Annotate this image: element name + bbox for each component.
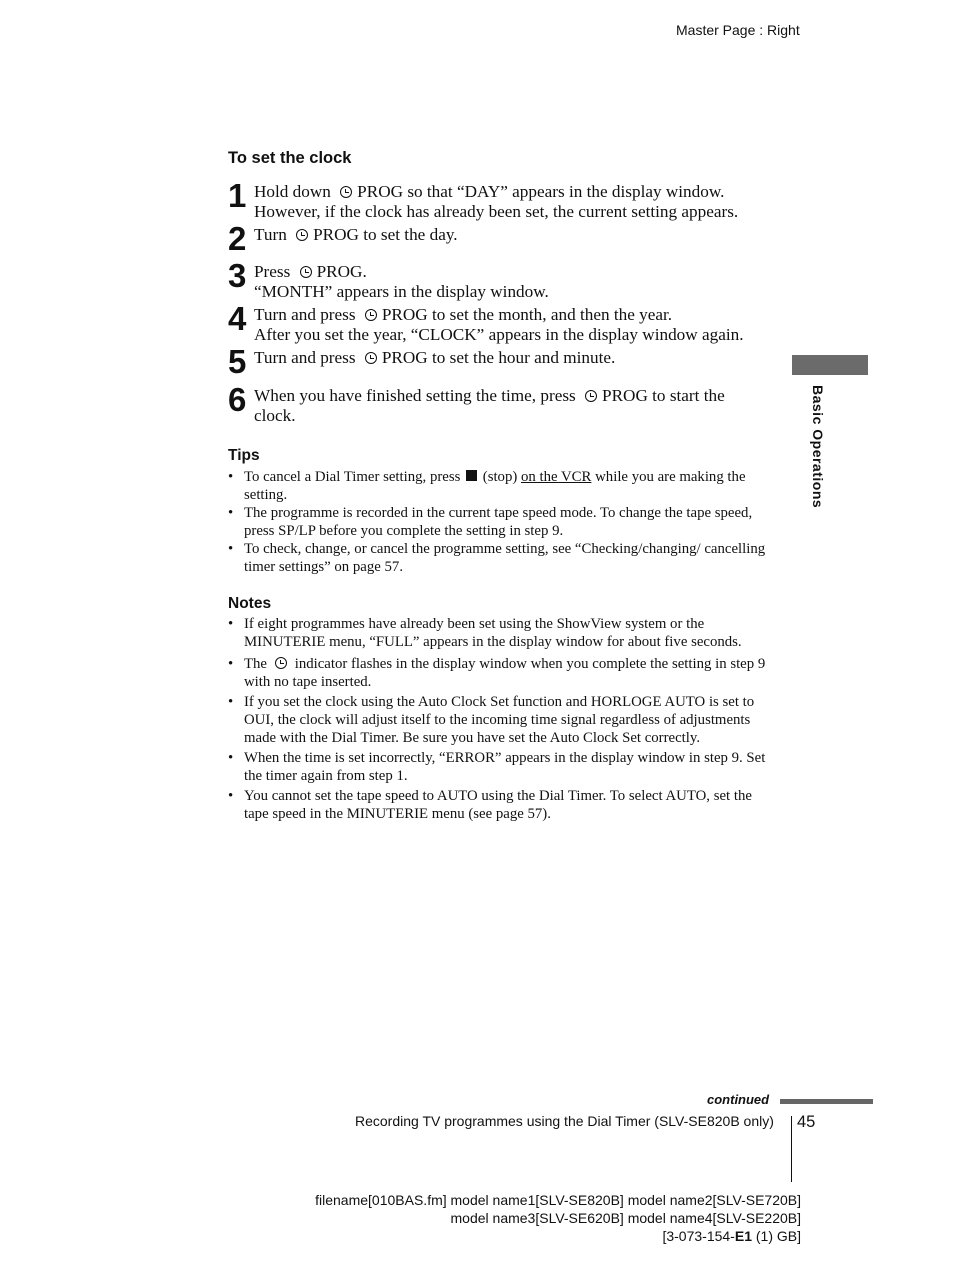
step-text-line2: “MONTH” appears in the display window. [254, 282, 549, 301]
step-text [254, 182, 774, 222]
clock-timer-icon [300, 266, 312, 278]
list-item: • If you set the clock using the Auto Clock Set function and HORLOGE AUTO is set to OUI, the clock will adjust itself to the incoming time signal regardless of adjustments made with the Dial Timer. Be sure you have set the Auto Clock Set correctly. [228, 693, 776, 747]
list-item: • If eight programmes have already been set using the ShowView system or the MINUTERIE menu, “FULL” appears in the display window for about five seconds. [228, 615, 776, 651]
section-title: To set the clock [228, 149, 352, 167]
clock-timer-icon [365, 352, 377, 364]
step-text-part: Turn [254, 225, 292, 244]
step-text-part: PROG so that “DAY” appears in the display window. [357, 182, 725, 201]
file-code-part: (1) GB] [751, 1228, 801, 1244]
tip-text: (stop) [479, 469, 521, 485]
step-text-part: Press [254, 262, 295, 281]
step-text [254, 225, 774, 245]
list-item: • When the time is set incorrectly, “ERROR” appears in the display window in step 9. Set the timer again from step 1. [228, 749, 776, 785]
step-number: 6 [228, 381, 246, 418]
list-item: • To check, change, or cancel the programme setting, see “Checking/changing/ cancelling timer settings” on page 57. [228, 540, 776, 576]
list-item: • The programme is recorded in the current tape speed mode. To change the tape speed, press SP/LP before you complete the setting in step 9. [228, 504, 776, 540]
step-text-part: PROG to set the day. [313, 225, 458, 244]
tip-underlined-text: on the VCR [520, 469, 592, 485]
step-text-part: PROG. [316, 262, 367, 281]
step-text-line2: After you set the year, “CLOCK” appears in the display window again. [254, 325, 744, 344]
footer-divider [791, 1116, 792, 1182]
step-text [254, 348, 774, 368]
step-text-part: Hold down [254, 182, 336, 201]
clock-timer-icon [296, 229, 308, 241]
tips-heading: Tips [228, 447, 260, 464]
clock-timer-icon [340, 186, 352, 198]
step-text [254, 262, 774, 302]
file-code-part: [3-073-154- [662, 1228, 735, 1244]
stop-square-icon [466, 470, 477, 481]
notes-heading: Notes [228, 595, 272, 612]
continued-bar [780, 1099, 873, 1104]
step-text-line2: However, if the clock has already been set, the current setting appears. [254, 202, 739, 221]
file-info-line: model name3[SLV-SE620B] model name4[SLV-SE220B] [450, 1210, 801, 1226]
file-info [315, 1191, 801, 1245]
step-text-part: Turn and press [254, 305, 360, 324]
step-text [254, 386, 754, 426]
step-text-part: When you have finished setting the time, press [254, 386, 581, 405]
list-item [228, 655, 776, 691]
step-number: 4 [228, 300, 246, 337]
clock-timer-icon [365, 309, 377, 321]
step-number: 3 [228, 257, 246, 294]
step-number: 2 [228, 220, 246, 257]
list-item [228, 468, 776, 504]
step-text-part: PROG to set the month, and then the year. [381, 305, 673, 324]
note-text: indicator flashes in the display window when you complete the setting in step 9 with no tape inserted. [244, 656, 766, 690]
list-item: • You cannot set the tape speed to AUTO using the Dial Timer. To select AUTO, set the tape speed in the MINUTERIE menu (see page 57). [228, 787, 776, 823]
tip-text: while you are making the setting. [244, 469, 746, 503]
step-text [254, 305, 774, 345]
running-title: Recording TV programmes using the Dial Timer (SLV-SE820B only) [355, 1113, 774, 1129]
master-page-label: Master Page : Right [676, 22, 800, 38]
page-number: 45 [797, 1113, 816, 1131]
notes-list [228, 615, 776, 823]
clock-timer-icon [275, 657, 287, 669]
clock-timer-icon [585, 390, 597, 402]
tip-text: To cancel a Dial Timer setting, press [244, 469, 465, 485]
step-number: 5 [228, 343, 246, 380]
tips-list [228, 468, 776, 576]
continued-label: continued [707, 1092, 770, 1107]
step-text-part: PROG to start the clock. [254, 386, 725, 425]
section-tab-marker [792, 355, 868, 375]
file-code [315, 1227, 801, 1245]
note-text: The [244, 656, 271, 672]
step-number: 1 [228, 177, 246, 214]
file-info-line: filename[010BAS.fm] model name1[SLV-SE820B] model name2[SLV-SE720B] [315, 1192, 801, 1208]
section-tab-label: Basic Operations [810, 385, 826, 509]
step-text-part: PROG to set the hour and minute. [381, 348, 616, 367]
file-code-bold: E1 [734, 1228, 752, 1244]
step-text-part: Turn and press [254, 348, 360, 367]
